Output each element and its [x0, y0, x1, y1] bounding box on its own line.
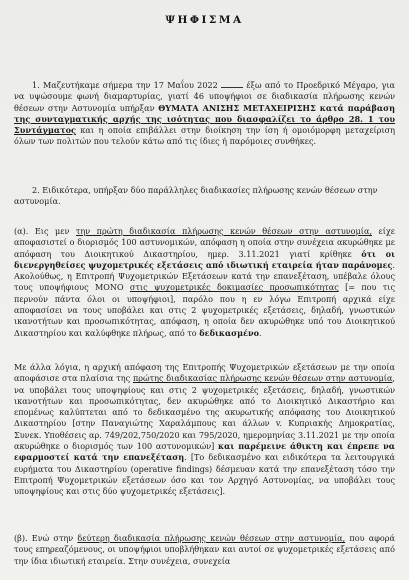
alpha-first-procedure: την πρώτη διαδικασία πλήρωσης κενών θέσεων στην αστυνομία,	[75, 226, 373, 236]
s1-bold-victims: ΘΥΜΑΤΑ ΑΝΙΣΗΣ ΜΕΤΑΧΕΙΡΙΣΗΣ κατά παράβαση	[158, 102, 395, 113]
paragraph-3	[14, 362, 395, 498]
para3-bold-untouched: και παρέμεινε άθικτη και έπρεπε να εφαρμοστεί κατά την επανεξέταση	[14, 441, 395, 463]
alpha-personality-tests: στις ψυχομετρικές δοκιμασίες προσωπικότητας	[129, 282, 339, 293]
s2-text: 2. Ειδικότερα, υπήρξαν δύο παράλληλες διαδικασίες πλήρωσης κενών θέσεων στην αστυνομία.	[14, 185, 378, 207]
para3-text-1: Με άλλα λόγια, η αρχική απόφαση της Επιτροπής Ψυχομετρικών εξετάσεων με την οποία αποφάσισε στα πλαίσια της	[14, 362, 395, 384]
alpha-text-2: . Ακολούθως, η Επιτροπή Ψυχομετρικών Εξετάσεων κατά την επανεξέταση, υπέβαλε όλους τους υποψήφιους ΜΟΝΟ	[14, 259, 395, 293]
alpha-text-1: είχε αποφασιστεί ο διορισμός 100 αστυνομικών, απόφαση η οποία στην συνέχεια ακυρώθηκε με απόφαση του Διοικητικού Δικαστηρίου, ημερ. 3.11.2021 γιατί κρίθηκε	[14, 226, 395, 259]
alpha-text-3: [= που τις περνούν πάντα όλοι οι υποψήφιοι], παρόλο που η εν λόγω Επιτροπή αρχικά είχε αποφασίσει να τους υποβάλει και στις 2 ψυχομετρικές εξετάσεις, δηλαδή, γνωστικών ικανοτήτων και προσωπικότητας, απόφαση, η οποία δεν ακυρώθηκε υπό του Διοικητικού Δικαστηρίου και καλύφθηκε πλήρως, από το	[14, 282, 395, 338]
s1-text-end: και η οποία επιβάλλει στην διοίκηση την ίση ή ομοιόμορφη μεταχείριση όλων των πολιτών που τελούν κάτω από τις ίδιες ή παρόμοιες συνθήκες.	[14, 125, 395, 147]
beta-label: (β). Ενώ στην	[14, 533, 78, 543]
document-title: ΨΗΦΙΣΜΑ	[165, 14, 244, 26]
para3-text-2: , να υποβάλει τους υποψηφίους και στις 2 ψυχομετρικές εξετάσεις, δηλαδή, γνωστικών ικανοτήτων και προσωπικότητας, δεν ακυρώθηκε από το Διοικητικό Δικαστήριο και επομένως καλύπτεται από το δεδικασμένο της ακυρωτικής απόφασης του Διοικητικού Δικαστηρίου [στην Παναγιώτης Χαραλάμπους και άλλων v. Κυπριακής Δημοκρατίας, Συνεκ. Υποθέσεις αρ. 749/202,750/2020 και 795/2020, ημερομηνίας 3.11.2021 με την οποία ακυρώθηκε ο διορισμός των 100 αστυνομικών]	[14, 373, 395, 452]
section-beta	[14, 533, 395, 567]
alpha-label: (α). Εις μεν	[14, 226, 76, 236]
para3-text-3: . [Το δεδικασμένο και ειδικότερα τα λειτουργικά ευρήματα του Δικαστηρίου (operative findings) δέσμευαν κατά την επανεξέταση τόσο την Επιτροπή Ψυχομετρικών εξετάσεων όσο και τον Αρχηγό Αστυνομίας, να υποβάλει τους υποψηφίους και στις δύο ψυχομετρικές εξετάσεις].	[14, 452, 395, 497]
alpha-res-judicata: δεδικασμένο	[199, 327, 260, 338]
s1-text: έξω από το Προεδρικό Μέγαρο, για να υψώσουμε φωνή διαμαρτυρίας, γιατί 46 υποψήφιοι σε διαδικασία πλήρωσης κενών θέσεων στην Αστυνομία υπήρξαν	[14, 80, 395, 113]
section-2	[14, 185, 395, 208]
blank-line	[221, 87, 243, 88]
beta-second-procedure: δεύτερη διαδικασία πλήρωσης κενών θέσεων στην αστυνομία,	[77, 533, 346, 543]
s1-date-text: 1. Μαζευτήκαμε σήμερα την 17 Μαΐου 2022	[32, 80, 222, 90]
section-1	[14, 80, 395, 148]
alpha-text-end: .	[259, 327, 262, 338]
section-alpha	[14, 226, 395, 339]
s1-bold-equality: της συνταγματικής αρχής της ισότητας που διασφαλίζει το άρθρο 28. 1 του Συντάγματος	[14, 113, 395, 136]
beta-text: που αφορά τους επηρεαζόμενους, οι υποψήφιοι υποβλήθηκαν και αυτοί σε ψυχομετρικές εξετάσεις από την ίδια ιδιωτική εταιρεία. Στην συνέχεια, συνεχεία	[14, 533, 395, 566]
alpha-bold-illegal: ότι οι διενεργηθείσες ψυχομετρικές εξετάσεις από ιδιωτική εταιρεία ήταν παράνομες	[14, 248, 395, 270]
para3-first-procedure: πρώτης διαδικασίας πλήρωσης κενών θέσεων στην αστυνομία	[132, 373, 393, 384]
